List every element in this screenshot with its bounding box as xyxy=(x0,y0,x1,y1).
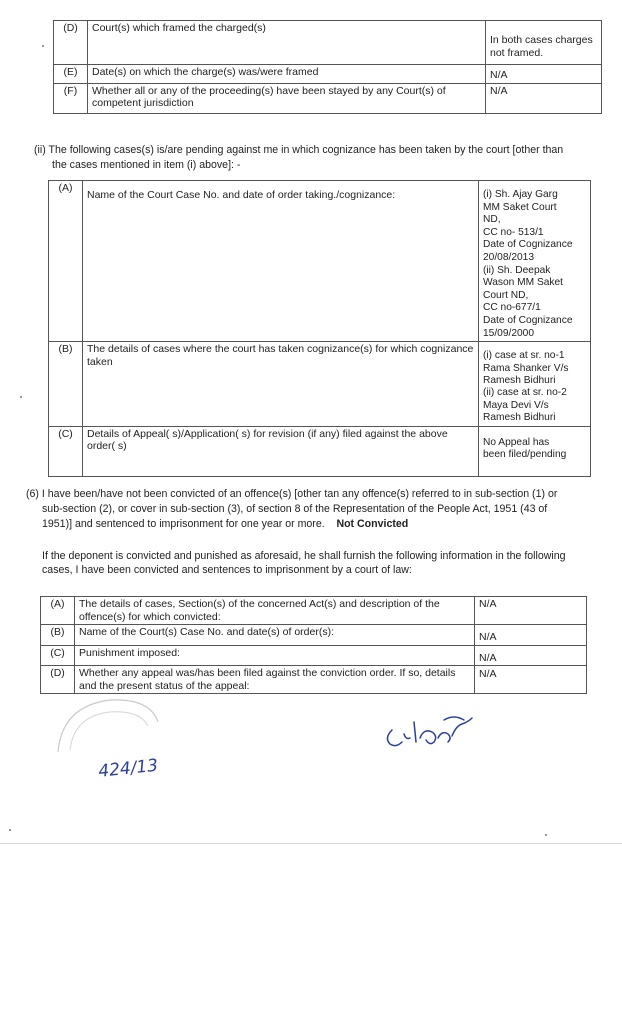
section-6-follow-text xyxy=(42,549,616,577)
table-row xyxy=(49,426,591,476)
table-row xyxy=(41,625,587,646)
scan-speck xyxy=(42,45,44,47)
table-row xyxy=(54,83,602,113)
scan-speck xyxy=(9,829,11,831)
row-description: Name of the Court Case No. and date of order taking./cognizance: xyxy=(83,181,479,342)
value-line: Rama Shanker V/s xyxy=(483,362,569,374)
row-description: The details of cases, Section(s) of the concerned Act(s) and description of the offence(s) for which convicted: xyxy=(75,597,475,625)
row-value: N/A xyxy=(475,645,587,666)
row-description: Name of the Court(s) Case No. and date(s) of order(s): xyxy=(75,625,475,646)
scan-speck xyxy=(545,834,547,836)
pending-cases-table xyxy=(48,180,591,477)
value-line: 15/09/2000 xyxy=(483,327,534,339)
handwritten-note-text: 424/13 xyxy=(97,755,159,782)
value-line: been filed/pending xyxy=(483,449,567,461)
row-description: Details of Appeal( s)/Application( s) for revision (if any) filed against the above order( s) xyxy=(83,426,479,476)
table-row xyxy=(41,597,587,625)
value-line: (ii) Sh. Deepak xyxy=(483,264,551,276)
section-ii-line-1: (ii) The following cases(s) is/are pending against me in which cognizance has been taken by the court [other than xyxy=(34,144,564,156)
section-6-line-1: (6) I have been/have not been convicted of an offence(s) [other tan any offence(s) referred to in sub-section (1) or xyxy=(26,488,558,500)
table-row xyxy=(41,666,587,694)
row-label: (D) xyxy=(41,666,75,694)
charges-table xyxy=(53,20,602,114)
row-label: (C) xyxy=(41,645,75,666)
value-line: (i) case at sr. no-1 xyxy=(483,350,565,362)
scan-speck xyxy=(20,396,22,398)
section-6-text xyxy=(26,487,616,531)
section-6-line-3-text: 1951)] and sentenced to imprisonment for one year or more. xyxy=(42,518,325,530)
row-description: Whether all or any of the proceeding(s) have been stayed by any Court(s) of competent jurisdiction xyxy=(88,83,486,113)
value-line: (i) Sh. Ajay Garg xyxy=(483,189,558,200)
row-value: N/A xyxy=(475,625,587,646)
row-value xyxy=(479,181,591,342)
value-line: (ii) case at sr. no-2 xyxy=(483,387,567,399)
row-description: Punishment imposed: xyxy=(75,645,475,666)
row-label: (A) xyxy=(49,181,83,342)
value-line: 20/08/2013 xyxy=(483,251,534,263)
row-value xyxy=(479,426,591,476)
conviction-table xyxy=(40,596,587,694)
row-label: (B) xyxy=(41,625,75,646)
row-label: (C) xyxy=(49,426,83,476)
section-ii-text xyxy=(34,143,604,172)
value-line: Ramesh Bidhuri xyxy=(483,412,556,424)
signature xyxy=(382,708,482,756)
value-line: Wason MM Saket xyxy=(483,277,564,289)
row-description: Date(s) on which the charge(s) was/were framed xyxy=(88,65,486,84)
table-row xyxy=(54,65,602,84)
page-bottom-edge xyxy=(0,843,622,844)
section-6-line-3 xyxy=(26,517,616,531)
row-value xyxy=(479,342,591,426)
table-row xyxy=(49,342,591,426)
value-line: Date of Cognizance xyxy=(483,239,573,251)
handwritten-note xyxy=(96,746,162,782)
section-ii-line-2: the cases mentioned in item (i) above]: - xyxy=(52,159,241,171)
value-line: CC no- 513/1 xyxy=(483,226,544,238)
row-value: N/A xyxy=(475,597,587,625)
row-label: (E) xyxy=(54,65,88,84)
row-description: Court(s) which framed the charged(s) xyxy=(88,21,486,65)
value-line: Maya Devi V/s xyxy=(483,399,549,411)
value-line: No Appeal has xyxy=(483,436,550,448)
row-description: The details of cases where the court has taken cognizance(s) for which cognizance taken xyxy=(83,342,479,426)
row-label: (B) xyxy=(49,342,83,426)
section-6-follow-line-1: If the deponent is convicted and punished as aforesaid, he shall furnish the following information in the following xyxy=(42,550,566,562)
row-value: In both cases charges not framed. xyxy=(486,21,602,65)
value-line: CC no-677/1 xyxy=(483,302,541,314)
table-row xyxy=(54,21,602,65)
value-line: ND, xyxy=(483,214,501,226)
value-line: Court ND, xyxy=(483,289,529,301)
row-value: N/A xyxy=(475,666,587,694)
table-row xyxy=(41,645,587,666)
row-label: (D) xyxy=(54,21,88,65)
value-line: Date of Cognizance xyxy=(483,314,573,326)
row-description: Whether any appeal was/has been filed against the conviction order. If so, details and the present status of the appeal: xyxy=(75,666,475,694)
value-line: Ramesh Bidhuri xyxy=(483,374,556,386)
value-line: MM Saket Court xyxy=(483,201,557,213)
row-value: N/A xyxy=(486,65,602,84)
section-6-follow-line-2: cases, I have been convicted and sentences to imprisonment by a court of law: xyxy=(42,564,412,576)
row-label: (F) xyxy=(54,83,88,113)
section-6-line-2: sub-section (2), or cover in sub-section (3), of section 8 of the Representation of the People Act, 1951 (43 of xyxy=(42,503,548,515)
table-row xyxy=(49,181,591,342)
row-value: N/A xyxy=(486,83,602,113)
conviction-status: Not Convicted xyxy=(336,518,409,530)
row-label: (A) xyxy=(41,597,75,625)
